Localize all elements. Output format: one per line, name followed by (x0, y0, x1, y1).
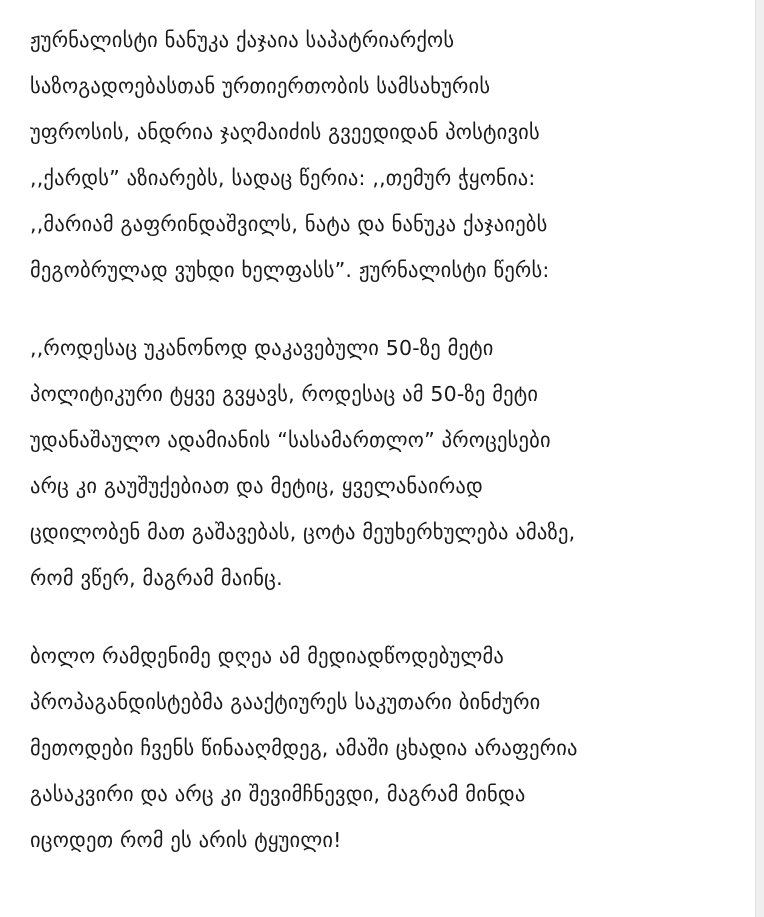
text-line: ,,როდესაც უკანონოდ დაკავებული 50-ზე მეტი (30, 336, 494, 360)
text-line: ბოლო რამდენიმე დღეა ამ მედიადწოდებულმა (30, 644, 505, 668)
text-line: ჟურნალისტი ნანუკა ქაჯაია საპატრიარქოს (30, 28, 455, 52)
article-body (30, 17, 745, 863)
paragraph-1 (30, 17, 745, 293)
text-line: საზოგადოებასთან ურთიერთობის სამსახურის (30, 74, 491, 98)
text-line: მეთოდები ჩვენს წინააღმდეგ, ამაში ცხადია არაფერია (30, 736, 578, 760)
paragraph-spacer (30, 601, 745, 633)
text-line: ,,მარიამ გაფრინდაშვილს, ნატა და ნანუკა ქაჯაიებს (30, 212, 548, 236)
text-line: უფროსის, ანდრია ჯაღმაიძის გვეედიდან პოსტივის (30, 120, 540, 144)
paragraph-2 (30, 325, 745, 601)
paragraph-spacer (30, 293, 745, 325)
text-line: რომ ვწერ, მაგრამ მაინც. (30, 566, 283, 590)
text-line: გასაკვირი და არც კი შევიმჩნევდი, მაგრამ მინდა (30, 782, 526, 806)
text-line: მეგობრულად ვუხდი ხელფასს”. ჟურნალისტი წერს: (30, 258, 550, 282)
text-line: იცოდეთ რომ ეს არის ტყუილი! (30, 828, 342, 852)
text-line: არც კი გაუშუქებიათ და მეტიც, ყველანაირად (30, 474, 483, 498)
text-line: უდანაშაულო ადამიანის “სასამართლო” პროცესები (30, 428, 551, 452)
text-line: ,,ქარდს” აზიარებს, სადაც წერია: ,,თემურ ჭყონია: (30, 166, 536, 190)
text-line: პოლიტიკური ტყვე გვყავს, როდესაც ამ 50-ზე მეტი (30, 382, 539, 406)
scrollbar-track[interactable] (755, 0, 764, 917)
text-line: ცდილობენ მათ გაშავებას, ცოტა მეუხერხულება ამაზე, (30, 520, 576, 544)
paragraph-3 (30, 633, 745, 863)
text-line: პროპაგანდისტებმა გააქტიურეს საკუთარი ბინძური (30, 690, 541, 714)
